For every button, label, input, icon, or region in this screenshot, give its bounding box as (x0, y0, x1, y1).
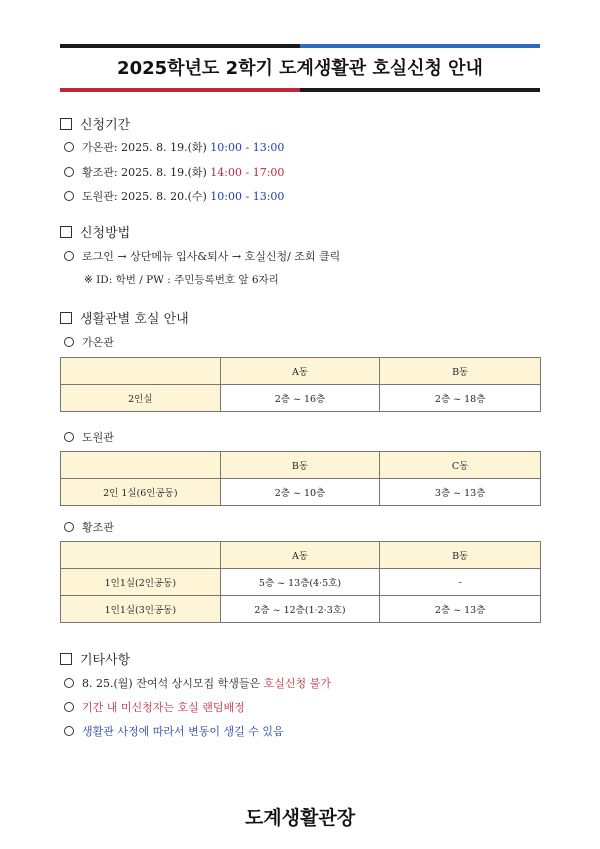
table-row: 1인1실(3인공동) 2층 ~ 12층(1·2·3호) 2층 ~ 13층 (61, 596, 541, 623)
table-row: 1인1실(2인공동) 5층 ~ 13층(4·5호) - (61, 569, 541, 596)
gaon-heading: 가온관 (64, 334, 114, 350)
circle-bullet-icon (64, 678, 74, 688)
circle-bullet-icon (64, 191, 74, 201)
square-bullet-icon (60, 118, 72, 130)
period-item-gaon: 가온관: 2025. 8. 19.(화) 10:00 - 13:00 (64, 139, 284, 155)
section-etc-heading: 기타사항 (60, 649, 130, 668)
section-rooms-heading: 생활관별 호실 안내 (60, 308, 189, 327)
table-header-row: B동 C동 (61, 452, 541, 479)
circle-bullet-icon (64, 251, 74, 261)
gaon-table (60, 357, 541, 412)
table-header-row: A동 B동 (61, 358, 541, 385)
circle-bullet-icon (64, 726, 74, 736)
square-bullet-icon (60, 312, 72, 324)
table-header-row: A동 B동 (61, 542, 541, 569)
section-period-heading: 신청기간 (60, 114, 130, 133)
title-bottom-bar (60, 88, 540, 92)
period-item-dowon: 도원관: 2025. 8. 20.(수) 10:00 - 13:00 (64, 188, 284, 204)
hwangjo-heading: 황조관 (64, 519, 114, 535)
hwangjo-table (60, 541, 541, 623)
method-step: 로그인 → 상단메뉴 입사&퇴사 → 호실신청/ 조회 클릭 (64, 248, 340, 264)
etc-item-1: 8. 25.(월) 잔여석 상시모집 학생들은 호실신청 불가 (64, 675, 331, 691)
square-bullet-icon (60, 653, 72, 665)
circle-bullet-icon (64, 337, 74, 347)
title-top-bar (60, 44, 540, 48)
section-method-heading: 신청방법 (60, 222, 130, 241)
circle-bullet-icon (64, 702, 74, 712)
dowon-heading: 도원관 (64, 429, 114, 445)
page-title: 2025학년도 2학기 도계생활관 호실신청 안내 (117, 58, 483, 79)
title-banner (60, 44, 540, 92)
table-row: 2인 1실(6인공동) 2층 ~ 10층 3층 ~ 13층 (61, 479, 541, 506)
circle-bullet-icon (64, 432, 74, 442)
square-bullet-icon (60, 226, 72, 238)
etc-item-3: 생활관 사정에 따라서 변동이 생길 수 있음 (64, 723, 284, 739)
method-note: ※ ID: 학번 / PW : 주민등록번호 앞 6자리 (84, 274, 279, 286)
footer-signature: 도계생활관장 (244, 807, 356, 829)
dowon-table (60, 451, 541, 506)
etc-item-2: 기간 내 미신청자는 호실 랜덤배정 (64, 699, 245, 715)
table-row: 2인실 2층 ~ 16층 2층 ~ 18층 (61, 385, 541, 412)
circle-bullet-icon (64, 142, 74, 152)
circle-bullet-icon (64, 167, 74, 177)
period-item-hwangjo: 황조관: 2025. 8. 19.(화) 14:00 - 17:00 (64, 164, 284, 180)
circle-bullet-icon (64, 522, 74, 532)
